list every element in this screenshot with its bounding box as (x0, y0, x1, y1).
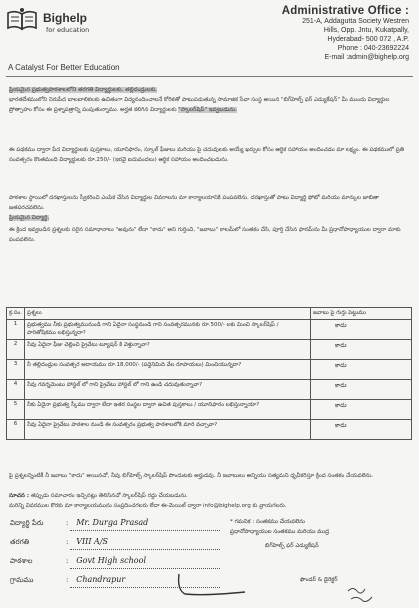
student-signature (175, 570, 255, 600)
header-question: ప్రశ్నలు (25, 308, 311, 320)
table-row (7, 360, 412, 380)
row-answer[interactable] (311, 380, 412, 400)
paragraph-1 (9, 96, 411, 146)
row-number: 5 (7, 400, 25, 420)
row-question: నీవు గవర్నమెంటు హాస్టల్ లో గాని ప్రైవేటు హాస్టల్ లో గాని ఉండి చదువుతున్నావా? (25, 380, 311, 400)
paragraph-1-highlight: "స్కాలర్‌షిప్" ఇవ్వబడును. (178, 106, 238, 113)
answer-text: కాదు (335, 342, 347, 349)
signature-note: * గమనిక : సంతకము చేయవలెను (230, 519, 305, 525)
row-question: నీవు ఏదైనా ఫీజు చెల్లించి ప్రైవేటు ట్యూషన్ కి వెళ్తున్నావా? (25, 340, 311, 360)
paragraph-2 (9, 146, 411, 194)
class-row: తరగతి : VIII A/S (10, 537, 108, 546)
paragraph-5-text: పై ప్రశ్నలన్నింటికీ నీ జవాబు "కాదు" అయినచో, నీవు బిగ్‌హెల్ప్ స్కాలర్‌షిప్ పొందుటకు అర్హుడవు. నీ జవాబులు అన్నియు సత్యమని ధృవీకరిస్తూ క్రింద సంతకం చేయవలెను. (9, 473, 374, 479)
answer-text: కాదు (335, 362, 347, 369)
salutation-text: ప్రియమైన విద్యార్థి, (9, 215, 50, 221)
school-label: పాఠశాల (10, 557, 33, 565)
table-row (7, 380, 412, 400)
paragraph-4 (9, 226, 411, 284)
student-name-row: విద్యార్థి పేరు : Mr. Durga Prasad (10, 518, 149, 527)
answer-text: కాదు (335, 422, 347, 429)
school-row: పాఠశాల : Govt High school (10, 556, 146, 565)
office-address (239, 5, 409, 62)
row-number: 1 (7, 320, 25, 340)
catalyst-slogan: A Catalyst For Better Education (8, 63, 120, 72)
row-number: 6 (7, 420, 25, 440)
address-line: Hyderabad- 500 072 , A.P. (327, 36, 409, 43)
school-value[interactable]: Govt High school (76, 556, 146, 565)
answer-text: కాదు (335, 382, 347, 389)
table-row (7, 320, 412, 340)
row-answer[interactable] (311, 420, 412, 440)
paragraph-7 (9, 502, 411, 512)
table-header-row (7, 308, 412, 320)
class-value[interactable]: VIII A/S (76, 537, 108, 546)
row-answer[interactable] (311, 340, 412, 360)
email-line: E-mail :admin@bighelp.org (324, 54, 409, 61)
row-question: నీ తల్లిదండ్రుల సంవత్సర ఆదాయము రూ.18,000/- (పద్దెనిమిది వేల రూపాయలు) మించియున్నదా? (25, 360, 311, 380)
paragraph-1-text: భారతదేశములోని నిరుపేద బాలబాలికలకు ఉచితంగా విద్యనందించాలనే కోరికతో పాటుపడుతున్న సామాజిక సేవా సంస్థ అయిన "బిగ్‌హెల్ప్ ఫర్ ఎడ్యుకేషన్" మీ ముందు విద్యార్థుల ప్రోత్సాహం కోసం ఈ ప్రశ్నాపత్రాన్ని పంపుతున్నాము. అర్హత కలిగిన విద్యార్థులకు (9, 97, 390, 113)
row-answer[interactable] (311, 320, 412, 340)
bighelp-logo (6, 3, 156, 43)
underline (70, 549, 220, 550)
row-answer[interactable] (311, 360, 412, 380)
underline (70, 568, 220, 569)
student-name-label: విద్యార్థి పేరు (10, 519, 44, 527)
headmaster-note: ప్రధానోపాధ్యాయుల సంతకము మరియు ముద్ర (230, 529, 330, 535)
date-scribble (345, 585, 375, 605)
header-answer: జవాబు పై గుర్తు పెట్టుము (311, 308, 412, 320)
row-answer[interactable] (311, 400, 412, 420)
brand-tagline: for education (46, 26, 90, 34)
paragraph-6 (9, 492, 411, 502)
village-value[interactable]: Chandrapur (76, 575, 126, 584)
office-title: Administrative Office : (281, 5, 409, 17)
header-divider (6, 76, 413, 77)
village-label: గ్రామము (10, 576, 34, 584)
village-row: గ్రామము : Chandrapur (10, 575, 126, 584)
table-row (7, 340, 412, 360)
address-line: Hills, Opp. Jntu, Kukatpally, (323, 27, 409, 34)
student-name-value[interactable]: Mr. Durga Prasad (76, 518, 149, 527)
founder-label: ఫౌండర్ & డైరెక్టర్ (300, 577, 338, 583)
row-number: 3 (7, 360, 25, 380)
paragraph-6-text: తప్పుడు సమాచారం ఇచ్చినట్లు తెలిసినచో స్కాలర్‌షిప్ రద్దు చేయబడును. (30, 493, 188, 499)
paragraph-4-text: ఈ క్రింద ఇవ్వబడిన ప్రశ్నలకు సరైన సమాధానాలు "అవును" లేదా "కాదు" అని గుర్తించి, "జవాబు" కాలమ్‌లో సంతకం చేసి, పూర్తి చేసిన ఫారమ్‌ను మీ ప్రధానోపాధ్యాయుల ద్వారా మాకు పంపవలెను. (9, 227, 401, 243)
note-label: సూచన : (9, 493, 30, 499)
paragraph-3 (9, 194, 411, 214)
questionnaire-table (6, 307, 412, 440)
org-signature-label: బిగ్‌హెల్ప్ ఫర్ ఎడ్యుకేషన్ (265, 543, 319, 549)
table-row (7, 420, 412, 440)
paragraph-5 (9, 472, 411, 492)
row-number: 2 (7, 340, 25, 360)
greeting (9, 86, 411, 96)
answer-text: కాదు (335, 402, 347, 409)
table-row (7, 400, 412, 420)
answer-text: కాదు (335, 322, 347, 329)
salutation (9, 214, 411, 224)
paragraph-7-text: మరిన్ని వివరముల కొరకు మా కార్యాలయమును సంప్రదించగలరు లేదా ఈ-మెయిల్ ద్వారా info@bighelp.org కు వ్రాయగలరు. (9, 503, 287, 509)
row-number: 4 (7, 380, 25, 400)
phone-line: Phone : 040-23692224 (337, 45, 409, 52)
brand-name: Bighelp (43, 11, 87, 25)
greeting-text: ప్రియమైన ప్రభుత్వపాఠశాలలోని తరగతి విద్యార్థులకు, తల్లిదండ్రులకు, (9, 87, 158, 93)
header-serial: క్ర.సం. (7, 308, 25, 320)
paragraph-2-text: ఈ పథకము ద్వారా పేద విద్యార్థులకు పుస్తకాలు, యూనిఫారం, స్కూల్ ఫీజులు మరియు పై చదువులకు అయ్యే ఖర్చుల కోసం ఆర్థిక సహాయం అందించడం మా లక్ష్యం. ఈ పథకములో ప్రతి సంవత్సరం కొంతమంది విద్యార్థులకు రూ.250/- (ఇరవై ఐదువందలు) ఆర్థిక సహాయం అందించబడును. (9, 147, 405, 163)
row-question: ప్రభుత్వము నీకు ప్రభుత్వమునుండి గాని ఏదైనా సంస్థనుండి గాని సంవత్సరమునకు రూ.500/- లకు మించి స్కాలర్‌షిప్ / పారితోషికము లభిస్తున్నదా? (25, 320, 311, 340)
address-line: 251-A, Addagutta Society Westren (302, 18, 409, 25)
books-icon (6, 7, 38, 31)
row-question: నీకు ఏదైనా ప్రభుత్వ స్కీము ద్వారా లేదా ఇతర సంస్థల ద్వారా ఉచిత పుస్తకాలు / యూనిఫారం లభిస్తున్నాయా? (25, 400, 311, 420)
row-question: నీవు ఏదైనా ప్రైవేటు పాఠశాల నుండి ఈ సంవత్సరం ప్రభుత్వ పాఠశాలలోకి మారి వచ్చావా? (25, 420, 311, 440)
class-label: తరగతి (10, 538, 30, 546)
underline (70, 530, 220, 531)
paragraph-3-text: పాఠశాల స్థాయిలో దరఖాస్తులను స్వీకరించి ఎంపిక చేసిన విద్యార్థుల వివరాలను మా కార్యాలయానికి పంపవలెను. దరఖాస్తుతో పాటు విద్యార్థి ఫోటో మరియు మార్కుల జాబితా జతపరచవలెను. (9, 195, 380, 211)
